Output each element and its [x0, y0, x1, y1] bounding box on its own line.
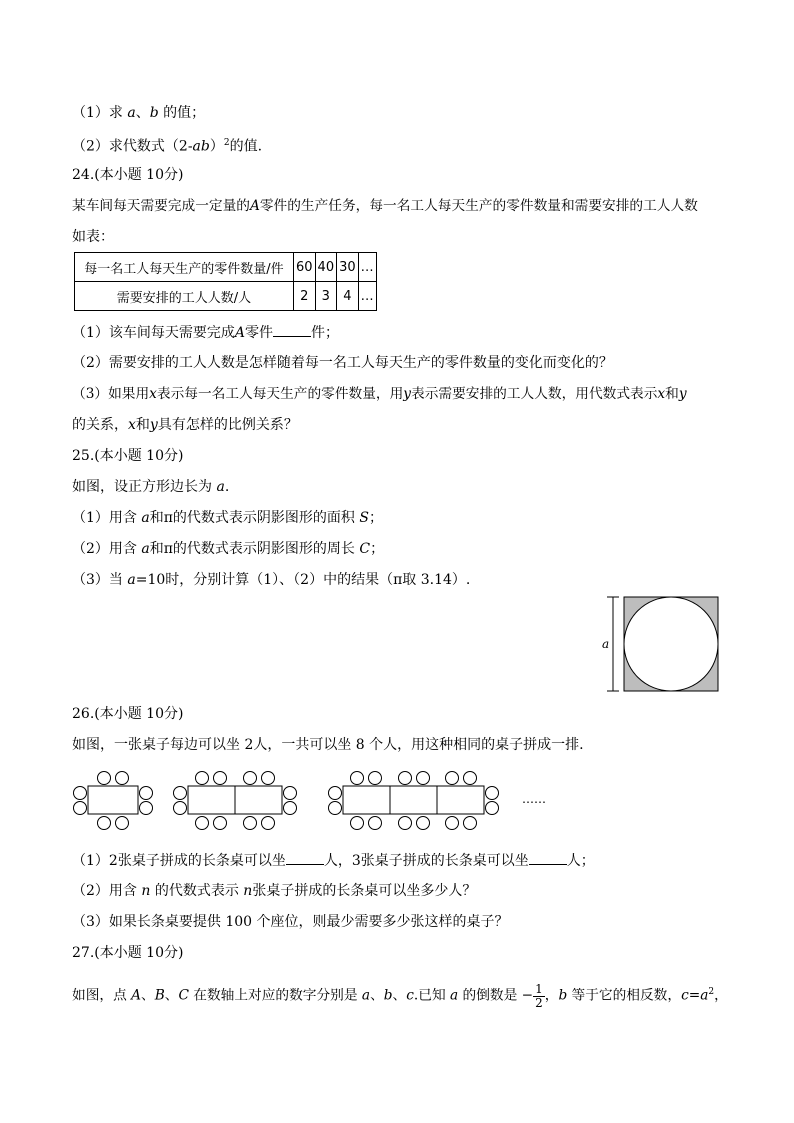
seat: [351, 817, 364, 830]
q23-part2: （2）求代数式$(2-ab)^2$的值.: [72, 138, 263, 155]
fraction: $\frac{1}{2}$: [535, 981, 543, 1010]
seat: [464, 817, 477, 830]
inscribed-circle: [624, 597, 718, 691]
seat: [174, 787, 187, 800]
seat: [244, 817, 257, 830]
seat: [486, 802, 499, 815]
dimension-label: a: [602, 637, 610, 651]
q24-intro-line1: 某车间每天需要完成一定量的A零件的生产任务，每一名工人每天生产的零件数量和需要安排的工人人数: [72, 198, 698, 214]
table-rect: [88, 786, 138, 814]
q24-part2: （2）需要安排的工人人数是怎样随着每一名工人每天生产的零件数量的变化而变化的？: [72, 355, 613, 371]
table-cell: 60: [294, 253, 316, 282]
seat: [329, 802, 342, 815]
seat: [98, 817, 111, 830]
seat: [244, 772, 257, 785]
seat: [214, 817, 227, 830]
seat: [369, 772, 382, 785]
seat: [464, 772, 477, 785]
seat: [351, 772, 364, 785]
seat: [140, 787, 153, 800]
seat: [446, 817, 459, 830]
table-group-1: [74, 772, 153, 830]
q25-part1: （1）用含 a和π的代数式表示阴影图形的面积 S；: [72, 510, 383, 526]
q24-header: 24.(本小题 10分): [72, 167, 184, 183]
seat: [369, 817, 382, 830]
q25-header: 25.(本小题 10分): [72, 448, 184, 464]
seat: [74, 802, 87, 815]
q25-intro: 如图，设正方形边长为 a.: [72, 479, 230, 495]
table-cell: …: [358, 282, 376, 311]
seat: [98, 772, 111, 785]
q27-header: 27.(本小题 10分): [72, 945, 184, 961]
seat: [140, 802, 153, 815]
seat: [262, 772, 275, 785]
q26-part2: （2）用含 n 的代数式表示 n张桌子拼成的长条桌可以坐多少人？: [72, 883, 477, 899]
table-cell: 30: [337, 253, 359, 282]
seat: [486, 787, 499, 800]
table-cell: 2: [294, 282, 316, 311]
seat: [329, 787, 342, 800]
table-cell: 3: [315, 282, 337, 311]
seat: [417, 772, 430, 785]
answer-blank: [529, 850, 567, 865]
q26-header: 26.(本小题 10分): [72, 706, 184, 722]
seat: [214, 772, 227, 785]
seat: [174, 802, 187, 815]
table-rect: [188, 786, 235, 814]
seat: [446, 772, 459, 785]
answer-blank: [286, 850, 324, 865]
q24-intro-line2: 如表：: [72, 229, 114, 245]
table-cell: 4: [337, 282, 359, 311]
table-rect: [235, 786, 282, 814]
table-rect: [390, 786, 437, 814]
q23-part1: （1）求 a、b 的值；: [72, 105, 206, 121]
seat: [116, 772, 129, 785]
q25-part2: （2）用含 a和π的代数式表示阴影图形的周长 C；: [72, 541, 385, 557]
seat: [399, 772, 412, 785]
table-cell: 40: [315, 253, 337, 282]
q26-part1: （1）2张桌子拼成的长条桌可以坐 人，3张桌子拼成的长条桌可以坐 人；: [72, 850, 595, 871]
seat: [417, 817, 430, 830]
seat: [196, 772, 209, 785]
table-rect: [437, 786, 484, 814]
seat: [284, 802, 297, 815]
seat: [284, 787, 297, 800]
seat: [116, 817, 129, 830]
table-group-3: [329, 772, 499, 830]
table-row: [75, 253, 377, 282]
q26-part3: （3）如果长条桌要提供 100 个座位，则最少需要多少张这样的桌子？: [72, 914, 509, 930]
table-cell-label: 需要安排的工人人数/人: [75, 282, 294, 311]
q24-part3-line1: （3）如果用x表示每一名工人每天生产的零件数量，用y表示需要安排的工人人数，用代数式表示x和y: [72, 386, 687, 402]
q24-table: [74, 252, 377, 311]
table-cell: …: [358, 253, 376, 282]
square-circle-figure: [596, 594, 722, 694]
q26-intro: 如图，一张桌子每边可以坐 2人，一共可以坐 8 个人，用这种相同的桌子拼成一排.: [72, 737, 584, 753]
tables-figure: [70, 766, 550, 836]
seat: [74, 787, 87, 800]
table-rect: [343, 786, 390, 814]
seat: [399, 817, 412, 830]
ellipsis: ……: [522, 792, 546, 806]
seat: [196, 817, 209, 830]
q27-intro: 如图，点 A、B、C 在数轴上对应的数字分别是 a、b、c.已知 a 的倒数是 − $\frac{1}{2}$ ，b 等于它的相反数，$c=a^2$，: [72, 981, 728, 1010]
q24-part1: （1）该车间每天需要完成A零件 件；: [72, 322, 339, 343]
answer-blank: [273, 322, 311, 337]
table-cell-label: 每一名工人每天生产的零件数量/件: [75, 253, 294, 282]
seat: [262, 817, 275, 830]
q24-part3-line2: 的关系，x和y具有怎样的比例关系？: [72, 417, 298, 433]
table-group-2: [174, 772, 297, 830]
q25-part3: （3）当 a=10时，分别计算（1）、（2）中的结果（π取 3.14）.: [72, 572, 471, 588]
table-row: [75, 282, 377, 311]
